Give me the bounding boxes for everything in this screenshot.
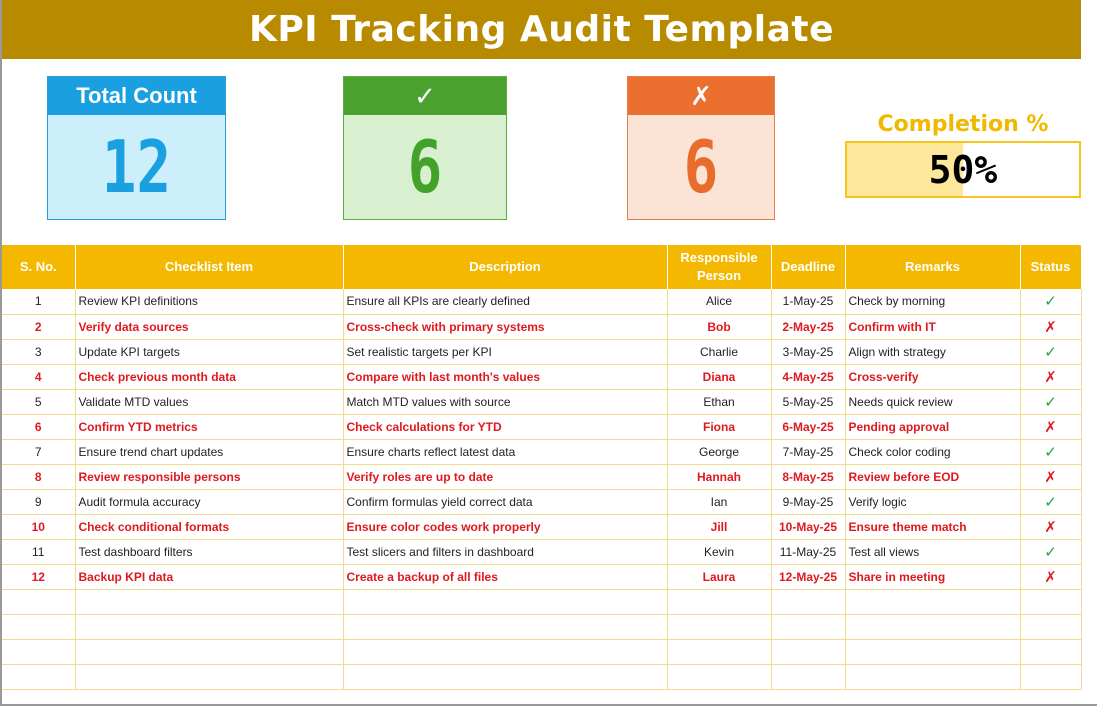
check-icon: ✓ [1044, 443, 1057, 461]
cell-remarks[interactable]: Verify logic [845, 489, 1020, 514]
table-row [2, 439, 1081, 464]
header-status[interactable]: Status [1020, 245, 1081, 289]
cell-remarks[interactable]: Cross-verify [845, 364, 1020, 389]
table-row [2, 539, 1081, 564]
total-count-value: 12 [101, 125, 172, 209]
table-row [2, 364, 1081, 389]
empty-table-row [2, 639, 1081, 664]
cell-description[interactable]: Match MTD values with source [343, 389, 667, 414]
empty-cell[interactable] [667, 664, 771, 689]
cell-description[interactable]: Compare with last month's values [343, 364, 667, 389]
cell-responsible-person[interactable]: Bob [667, 314, 771, 339]
cell-responsible-person[interactable]: Hannah [667, 464, 771, 489]
cell-remarks[interactable]: Check by morning [845, 289, 1020, 314]
pending-count-card [627, 76, 775, 220]
cell-sno[interactable]: 8 [2, 464, 75, 489]
empty-cell[interactable] [845, 639, 1020, 664]
cell-checklist-item[interactable]: Review KPI definitions [75, 289, 343, 314]
cell-deadline[interactable]: 9-May-25 [771, 489, 845, 514]
cell-sno[interactable]: 3 [2, 339, 75, 364]
header-sno[interactable]: S. No. [2, 245, 75, 289]
table-row [2, 414, 1081, 439]
pending-count-value: 6 [683, 125, 719, 209]
cross-icon: ✗ [1044, 568, 1057, 586]
cell-responsible-person[interactable]: Kevin [667, 539, 771, 564]
completed-count-card [343, 76, 507, 220]
empty-cell[interactable] [2, 614, 75, 639]
cell-description[interactable]: Create a backup of all files [343, 564, 667, 589]
cell-sno[interactable]: 5 [2, 389, 75, 414]
cell-description[interactable]: Set realistic targets per KPI [343, 339, 667, 364]
check-icon: ✓ [1044, 493, 1057, 511]
cell-deadline[interactable]: 8-May-25 [771, 464, 845, 489]
cross-icon: ✗ [1044, 418, 1057, 436]
empty-cell[interactable] [771, 639, 845, 664]
empty-cell[interactable] [343, 614, 667, 639]
cell-status[interactable] [1020, 464, 1081, 489]
cell-deadline[interactable]: 7-May-25 [771, 439, 845, 464]
check-icon: ✓ [1044, 293, 1057, 311]
cell-description[interactable]: Cross-check with primary systems [343, 314, 667, 339]
cell-sno[interactable]: 11 [2, 539, 75, 564]
cell-responsible-person[interactable]: Alice [667, 289, 771, 314]
cell-remarks[interactable]: Test all views [845, 539, 1020, 564]
table-row [2, 389, 1081, 414]
header-responsible-person[interactable]: Responsible Person [667, 245, 771, 289]
total-count-label: Total Count [48, 77, 225, 115]
cell-sno[interactable]: 12 [2, 564, 75, 589]
cell-status[interactable] [1020, 564, 1081, 589]
cell-responsible-person[interactable]: Ian [667, 489, 771, 514]
empty-cell[interactable] [75, 639, 343, 664]
table-row [2, 489, 1081, 514]
empty-cell[interactable] [771, 664, 845, 689]
cell-description[interactable]: Check calculations for YTD [343, 414, 667, 439]
empty-cell[interactable] [845, 664, 1020, 689]
check-icon: ✓ [1044, 543, 1057, 561]
cell-sno[interactable]: 1 [2, 289, 75, 314]
cell-sno[interactable]: 6 [2, 414, 75, 439]
cell-deadline[interactable]: 5-May-25 [771, 389, 845, 414]
empty-cell[interactable] [2, 639, 75, 664]
completion-bar [845, 141, 1081, 198]
cell-deadline[interactable]: 2-May-25 [771, 314, 845, 339]
cell-description[interactable]: Verify roles are up to date [343, 464, 667, 489]
completion-label: Completion % [877, 112, 1049, 137]
cell-checklist-item[interactable]: Check previous month data [75, 364, 343, 389]
cell-responsible-person[interactable]: Laura [667, 564, 771, 589]
cell-status[interactable] [1020, 414, 1081, 439]
cell-status[interactable] [1020, 364, 1081, 389]
cell-checklist-item[interactable]: Ensure trend chart updates [75, 439, 343, 464]
cell-checklist-item[interactable]: Update KPI targets [75, 339, 343, 364]
cell-deadline[interactable]: 6-May-25 [771, 414, 845, 439]
cell-description[interactable]: Ensure all KPIs are clearly defined [343, 289, 667, 314]
cell-status[interactable] [1020, 289, 1081, 314]
cell-remarks[interactable]: Pending approval [845, 414, 1020, 439]
cross-icon: ✗ [1044, 368, 1057, 386]
empty-cell[interactable] [343, 664, 667, 689]
empty-cell[interactable] [667, 589, 771, 614]
empty-cell[interactable] [667, 614, 771, 639]
cell-status[interactable] [1020, 339, 1081, 364]
cell-sno[interactable]: 4 [2, 364, 75, 389]
cell-sno[interactable]: 10 [2, 514, 75, 539]
empty-cell[interactable] [845, 589, 1020, 614]
cell-status[interactable] [1020, 489, 1081, 514]
empty-table-row [2, 589, 1081, 614]
cell-checklist-item[interactable]: Review responsible persons [75, 464, 343, 489]
cell-checklist-item[interactable]: Check conditional formats [75, 514, 343, 539]
table-row [2, 314, 1081, 339]
cell-remarks[interactable]: Align with strategy [845, 339, 1020, 364]
cell-responsible-person[interactable]: Charlie [667, 339, 771, 364]
cell-responsible-person[interactable]: George [667, 439, 771, 464]
cell-responsible-person[interactable]: Fiona [667, 414, 771, 439]
empty-cell[interactable] [845, 614, 1020, 639]
cell-remarks[interactable]: Ensure theme match [845, 514, 1020, 539]
cell-deadline[interactable]: 4-May-25 [771, 364, 845, 389]
cell-remarks[interactable]: Review before EOD [845, 464, 1020, 489]
cell-remarks[interactable]: Confirm with IT [845, 314, 1020, 339]
cell-remarks[interactable]: Needs quick review [845, 389, 1020, 414]
cell-status[interactable] [1020, 439, 1081, 464]
empty-cell[interactable] [1020, 589, 1081, 614]
cell-responsible-person[interactable]: Jill [667, 514, 771, 539]
cell-sno[interactable]: 2 [2, 314, 75, 339]
cell-checklist-item[interactable]: Test dashboard filters [75, 539, 343, 564]
cell-responsible-person[interactable]: Ethan [667, 389, 771, 414]
cross-icon: ✗ [628, 77, 774, 115]
empty-cell[interactable] [2, 589, 75, 614]
table-row [2, 514, 1081, 539]
empty-cell[interactable] [1020, 664, 1081, 689]
completion-value: 50% [928, 147, 998, 192]
cell-status[interactable] [1020, 514, 1081, 539]
cell-description[interactable]: Ensure charts reflect latest data [343, 439, 667, 464]
cell-remarks[interactable]: Check color coding [845, 439, 1020, 464]
empty-cell[interactable] [343, 589, 667, 614]
page-title: KPI Tracking Audit Template [249, 9, 834, 50]
cell-description[interactable]: Ensure color codes work properly [343, 514, 667, 539]
empty-cell[interactable] [771, 614, 845, 639]
table-row [2, 464, 1081, 489]
cross-icon: ✗ [1044, 468, 1057, 486]
checklist-table [2, 245, 1082, 690]
empty-cell[interactable] [1020, 614, 1081, 639]
cell-deadline[interactable]: 3-May-25 [771, 339, 845, 364]
cell-sno[interactable]: 9 [2, 489, 75, 514]
cell-description[interactable]: Test slicers and filters in dashboard [343, 539, 667, 564]
check-icon: ✓ [344, 77, 506, 115]
table-row [2, 339, 1081, 364]
check-icon: ✓ [1044, 393, 1057, 411]
empty-cell[interactable] [343, 639, 667, 664]
cell-deadline[interactable]: 1-May-25 [771, 289, 845, 314]
cell-status[interactable] [1020, 314, 1081, 339]
check-icon: ✓ [1044, 343, 1057, 361]
cell-deadline[interactable]: 11-May-25 [771, 539, 845, 564]
table-header-row [2, 245, 1081, 289]
table-row [2, 564, 1081, 589]
empty-cell[interactable] [75, 589, 343, 614]
total-count-card [47, 76, 226, 220]
title-bar [2, 0, 1081, 59]
cross-icon: ✗ [1044, 318, 1057, 336]
empty-cell[interactable] [75, 614, 343, 639]
cell-status[interactable] [1020, 389, 1081, 414]
cell-sno[interactable]: 7 [2, 439, 75, 464]
cell-deadline[interactable]: 10-May-25 [771, 514, 845, 539]
cell-responsible-person[interactable]: Diana [667, 364, 771, 389]
header-deadline[interactable]: Deadline [771, 245, 845, 289]
cell-checklist-item[interactable]: Validate MTD values [75, 389, 343, 414]
empty-cell[interactable] [2, 664, 75, 689]
cell-status[interactable] [1020, 539, 1081, 564]
cell-checklist-item[interactable]: Confirm YTD metrics [75, 414, 343, 439]
cell-checklist-item[interactable]: Backup KPI data [75, 564, 343, 589]
cell-checklist-item[interactable]: Verify data sources [75, 314, 343, 339]
empty-cell[interactable] [667, 639, 771, 664]
empty-cell[interactable] [75, 664, 343, 689]
cross-icon: ✗ [1044, 518, 1057, 536]
empty-table-row [2, 614, 1081, 639]
cell-remarks[interactable]: Share in meeting [845, 564, 1020, 589]
header-checklist-item[interactable]: Checklist Item [75, 245, 343, 289]
header-remarks[interactable]: Remarks [845, 245, 1020, 289]
cell-checklist-item[interactable]: Audit formula accuracy [75, 489, 343, 514]
empty-cell[interactable] [1020, 639, 1081, 664]
empty-table-row [2, 664, 1081, 689]
table-row [2, 289, 1081, 314]
header-description[interactable]: Description [343, 245, 667, 289]
empty-cell[interactable] [771, 589, 845, 614]
completed-count-value: 6 [407, 125, 443, 209]
cell-description[interactable]: Confirm formulas yield correct data [343, 489, 667, 514]
cell-deadline[interactable]: 12-May-25 [771, 564, 845, 589]
